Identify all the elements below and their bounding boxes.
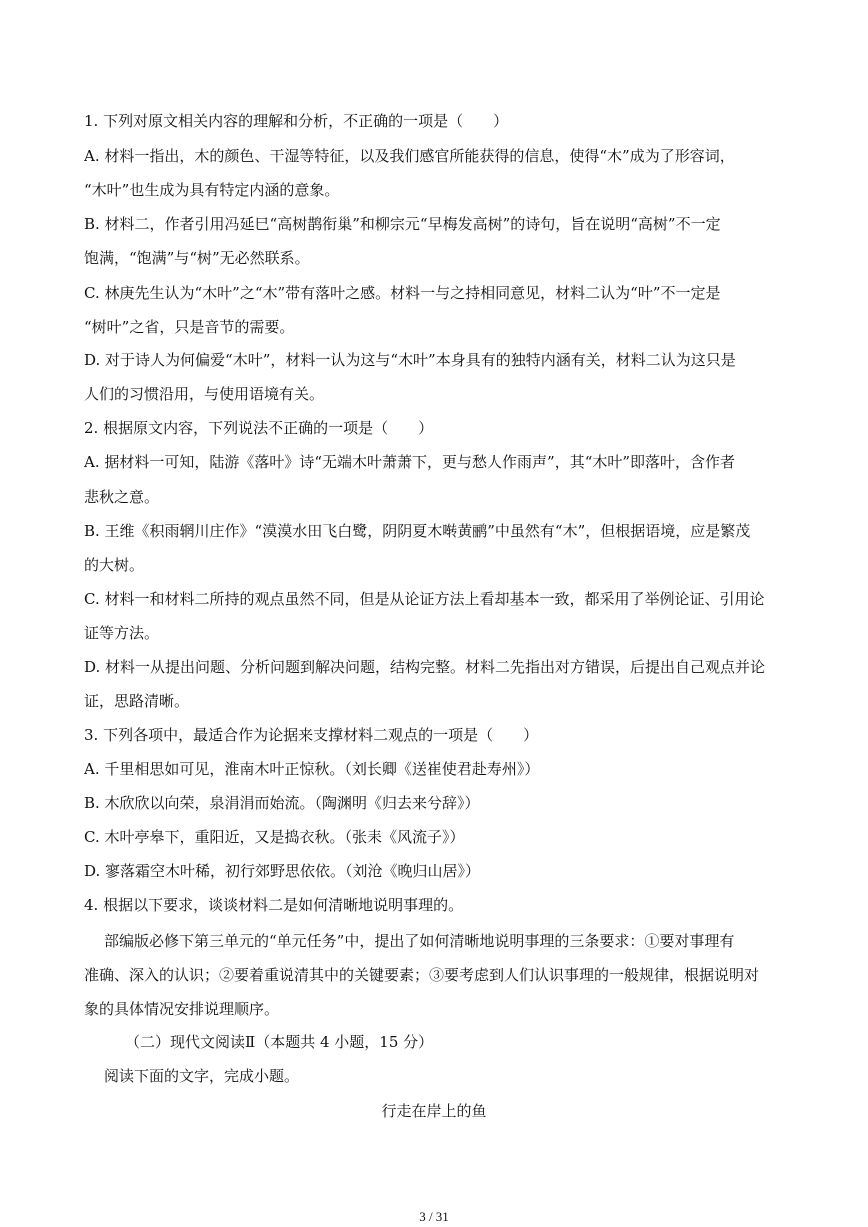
question-3-stem: 3. 下列各项中，最适合作为论据来支撑材料二观点的一项是（ ） xyxy=(84,726,539,744)
q2-option-a-line2: 悲秋之意。 xyxy=(84,488,160,506)
q2-option-b-line2: 的大树。 xyxy=(84,556,145,574)
q2-option-b-line1: B. 王维《积雨辋川庄作》“漠漠水田飞白鹭，阴阴夏木啭黄鹂”中虽然有“木”，但根据语境，应是繁茂 xyxy=(84,522,751,540)
q4-requirement-line2: 准确、深入的认识；②要着重说清其中的关键要素；③要考虑到人们认识事理的一般规律，根据说明对 xyxy=(84,966,760,984)
q3-option-a: A. 千里相思如可见，淮南木叶正惊秋。（刘长卿《送崔使君赴寿州》） xyxy=(84,760,540,778)
q1-option-c-line1: C. 林庚先生认为“木叶”之“木”带有落叶之感。材料一与之持相同意见，材料二认为“叶”不一定是 xyxy=(84,284,721,302)
q1-option-a-line2: “木叶”也生成为具有特定内涵的意象。 xyxy=(84,181,340,199)
question-1-stem: 1. 下列对原文相关内容的理解和分析，不正确的一项是（ ） xyxy=(84,112,509,130)
q1-option-d-line1: D. 对于诗人为何偏爱“木叶”，材料一认为这与“木叶”本身具有的独特内涵有关，材料二认为这只是 xyxy=(84,351,736,369)
q4-requirement-line1: 部编版必修下第三单元的“单元任务”中，提出了如何清晰地说明事理的三条要求：①要对事理有 xyxy=(104,932,735,950)
q1-option-a-line1: A. 材料一指出，木的颜色、干湿等特征，以及我们感官所能获得的信息，使得“木”成为了形容词， xyxy=(84,147,735,165)
question-2-stem: 2. 根据原文内容，下列说法不正确的一项是（ ） xyxy=(84,419,434,437)
q2-option-c-line1: C. 材料一和材料二所持的观点虽然不同，但是从论证方法上看却基本一致，都采用了举例论证、引用论 xyxy=(84,590,765,608)
q1-option-c-line2: “树叶”之省，只是音节的需要。 xyxy=(84,318,295,336)
q1-option-d-line2: 人们的习惯沿用，与使用语境有关。 xyxy=(84,385,325,403)
passage-title: 行走在岸上的鱼 xyxy=(381,1102,487,1120)
q2-option-c-line2: 证等方法。 xyxy=(84,624,160,642)
q3-option-d: D. 寥落霜空木叶稀，初行郊野思依依。（刘沧《晚归山居》） xyxy=(84,862,481,880)
page-number: 3 / 31 xyxy=(419,1209,449,1224)
q2-option-a-line1: A. 据材料一可知，陆游《落叶》诗“无端木叶萧萧下，更与愁人作雨声”，其“木叶”即落叶，含作者 xyxy=(84,453,736,471)
q3-option-b: B. 木欣欣以向荣，泉涓涓而始流。（陶渊明《归去来兮辞》） xyxy=(84,794,480,812)
section-heading: （二）现代文阅读Ⅱ（本题共 4 小题，15 分） xyxy=(125,1033,434,1051)
question-4-stem: 4. 根据以下要求，谈谈材料二是如何清晰地说明事理的。 xyxy=(84,896,464,914)
q1-option-b-line2: 饱满，“饱满”与“树”无必然联系。 xyxy=(84,249,310,267)
reading-instruction: 阅读下面的文字，完成小题。 xyxy=(104,1067,300,1085)
q1-option-b-line1: B. 材料二，作者引用冯延巳“高树鹊衔巢”和柳宗元“早梅发高树”的诗句，旨在说明“高树”不一定 xyxy=(84,215,721,233)
q4-requirement-line3: 象的具体情况安排说理顺序。 xyxy=(84,1000,280,1018)
q3-option-c: C. 木叶亭皋下，重阳近，又是捣衣秋。（张耒《风流子》） xyxy=(84,828,465,846)
q2-option-d-line2: 证，思路清晰。 xyxy=(84,692,190,710)
q2-option-d-line1: D. 材料一从提出问题、分析问题到解决问题，结构完整。材料二先指出对方错误，后提出自己观点并论 xyxy=(84,658,766,676)
